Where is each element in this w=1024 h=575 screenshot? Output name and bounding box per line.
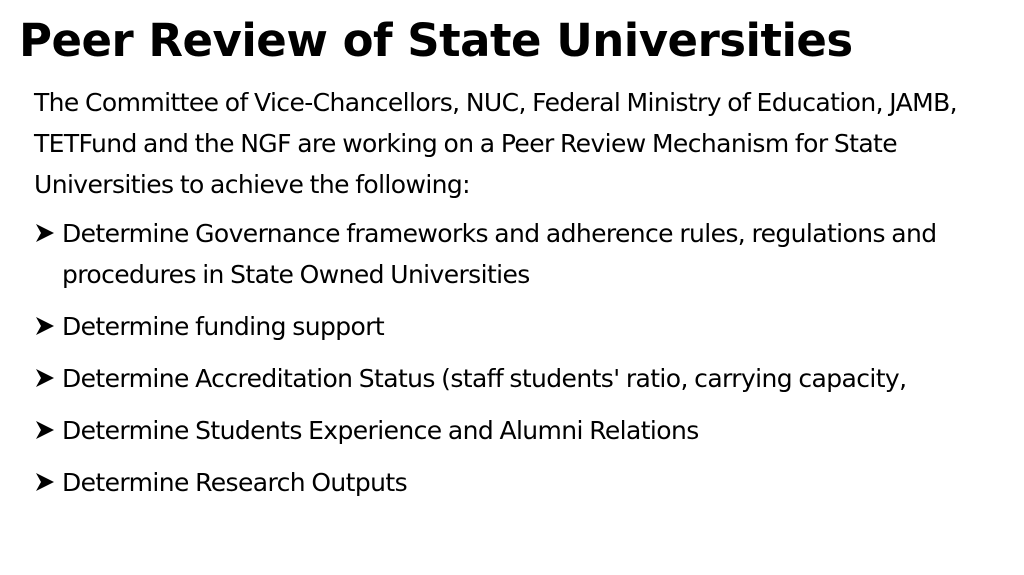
bullet-item (34, 462, 994, 503)
arrowhead-bullet-icon (34, 315, 56, 337)
bullet-item (34, 213, 994, 295)
bullet-item (34, 358, 994, 399)
intro-paragraph: The Committee of Vice-Chancellors, NUC, Federal Ministry of Education, JAMB, TETFund and the NGF are working on a Peer Review Mechanism for State Universities to achieve the following: (34, 88, 957, 199)
arrowhead-bullet-icon (34, 471, 56, 493)
slide-title: Peer Review of State Universities (19, 14, 853, 67)
bullet-text: Determine Students Experience and Alumni Relations (62, 416, 699, 445)
bullet-text: Determine Governance frameworks and adherence rules, regulations and procedures in State Owned Universities (62, 219, 937, 289)
bullet-list (34, 213, 994, 514)
bullet-text: Determine funding support (62, 312, 385, 341)
arrowhead-bullet-icon (34, 222, 56, 244)
bullet-item (34, 410, 994, 451)
arrowhead-bullet-icon (34, 367, 56, 389)
bullet-text: Determine Research Outputs (62, 468, 408, 497)
arrowhead-bullet-icon (34, 419, 56, 441)
bullet-item (34, 306, 994, 347)
bullet-text: Determine Accreditation Status (staff students' ratio, carrying capacity, (62, 364, 907, 393)
